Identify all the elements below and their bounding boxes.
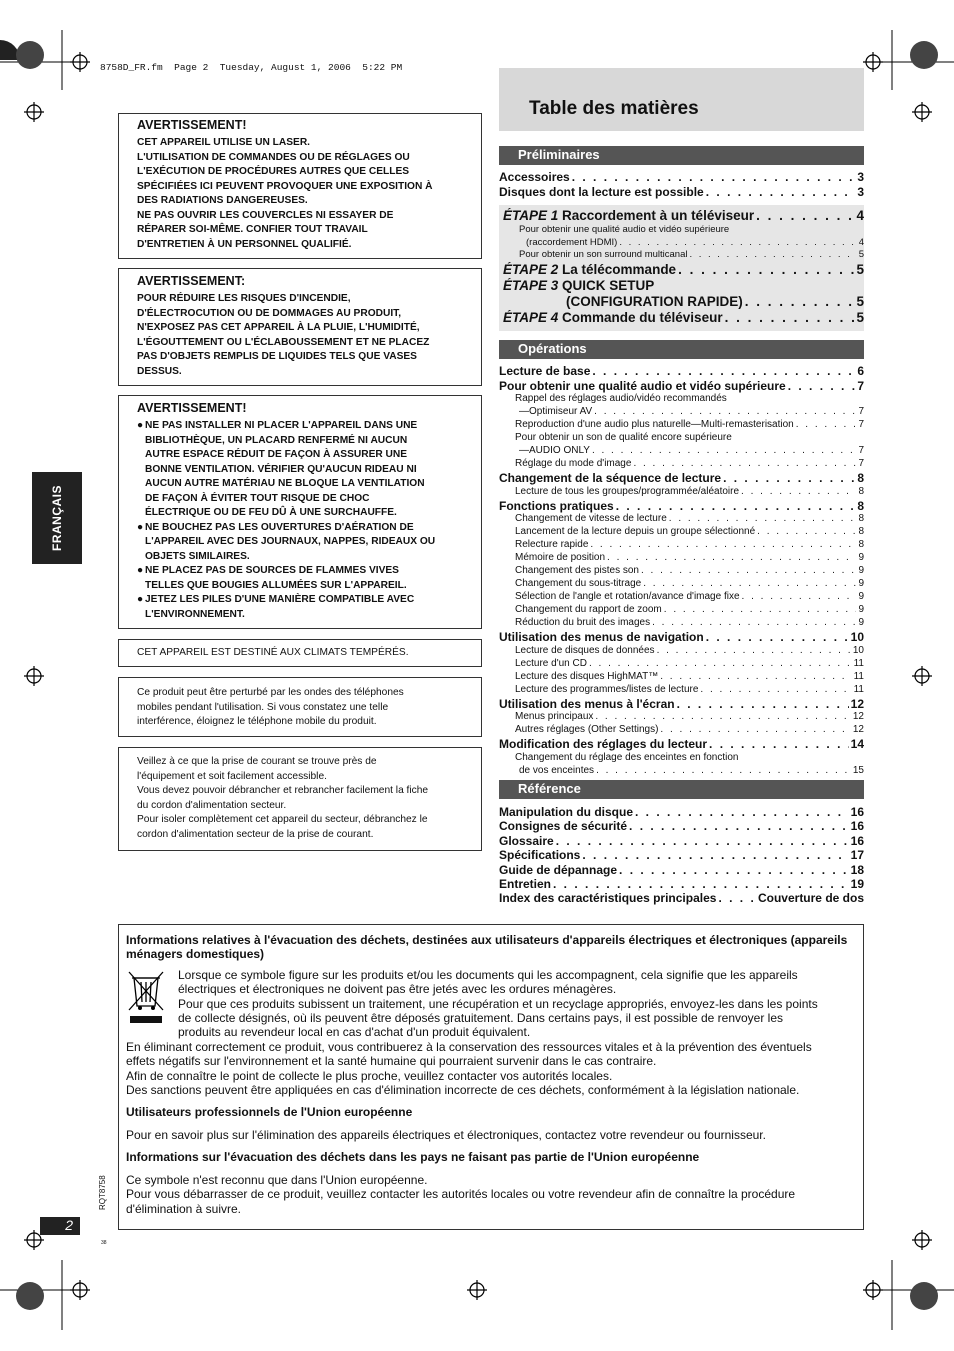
toc-entry[interactable]: Consignes de sécurité . . . 16 <box>499 819 864 833</box>
toc-entry[interactable]: Changement des pistes son . . . 9 <box>499 565 864 578</box>
toc-entry[interactable]: Reproduction d'une audio plus naturelle—Multi-remasterisation . . . 7 <box>499 419 864 432</box>
toc-entry[interactable]: Mémoire de position . . . 9 <box>499 552 864 565</box>
toc-etape-3-cont[interactable]: (CONFIGURATION RAPIDE) . . . 5 <box>499 294 864 310</box>
toc-entry[interactable]: de vos enceintes . . . 15 <box>499 765 864 778</box>
toc-entry[interactable]: Index des caractéristiques principales . . . Couverture de dos <box>499 891 864 905</box>
doc-code: RQT8758 <box>98 1175 107 1210</box>
toc-etape-2[interactable]: ÉTAPE 2 La télécommande . . . 5 <box>499 262 864 278</box>
toc-entry[interactable]: (raccordement HDMI) . . . 4 <box>499 237 864 250</box>
toc-entry[interactable]: Entretien . . . 19 <box>499 877 864 891</box>
toc-entry[interactable]: Lecture des disques HighMAT™ . . . 11 <box>499 671 864 684</box>
toc-entry[interactable]: —AUDIO ONLY . . . 7 <box>499 445 864 458</box>
warning-bullets: ● NE PAS INSTALLER NI PLACER L'APPAREIL DANS UNE BIBLIOTHÈQUE, UN PLACARD RENFERMÉ NI AUCUN AUTRE ESPACE RÉDUIT DE FAÇON À ASSURER UNE BONNE VENTILATION. VÉRIFIER QU'AUCUN RIDEAU NI AUCUN AUTRE MATÉRIAU NE BLOQUE LA VENTILATION DE FAÇON À ÉVITER TOUT RISQUE DE CHOC ÉLECTRIQUE OU DE FEU DÛ À UNE SURCHAUFFE. ● NE BOUCHEZ PAS LES OUVERTURES D'AÉRATION DE L'APPAREIL AVEC DES JOURNAUX, NAPPES, RIDEAUX OU OBJETS SIMILAIRES. ● NE PLACEZ PAS DE SOURCES DE FLAMMES VIVES TELLES QUE BOUGIES ALLUMÉES SUR L'APPAREIL. ● JETEZ LES PILES D'UNE MANIÈRE COMPATIBLE AVEC L'ENVIRONNEMENT. <box>137 420 436 620</box>
disposal-heading: Informations relatives à l'évacuation des déchets, destinées aux utilisateurs d'appareils électriques et électroniques (appareils ménagers domestiques) <box>126 933 848 962</box>
toc-entry[interactable]: Guide de dépannage . . . 18 <box>499 863 864 877</box>
outlet-note-box <box>118 747 482 851</box>
toc-entry[interactable]: Sélection de l'angle et rotation/avance d'image fixe . . . 9 <box>499 591 864 604</box>
toc-entry[interactable]: Lecture de disques de données . . . 10 <box>499 645 864 658</box>
fire-warning-box <box>118 268 482 386</box>
toc-entry[interactable]: Lecture de base . . . 6 <box>499 364 864 379</box>
toc-entry[interactable]: —Optimiseur AV . . . 7 <box>499 406 864 419</box>
toc-entry[interactable]: Changement de vitesse de lecture . . . 8 <box>499 513 864 526</box>
laser-warning-box <box>118 113 482 259</box>
toc-entry[interactable]: Pour obtenir un son surround multicanal . . . 5 <box>499 249 864 262</box>
toc-entry[interactable]: Réglage du mode d'image . . . 7 <box>499 458 864 471</box>
pro-users-text: Pour en savoir plus sur l'élimination des appareils électriques et électroniques, contactez votre revendeur ou fournisseur. <box>126 1127 766 1142</box>
toc-entry[interactable]: Changement du rapport de zoom . . . 9 <box>499 604 864 617</box>
pro-users-heading: Utilisateurs professionnels de l'Union européenne <box>126 1105 413 1120</box>
toc-entry: Rappel des réglages audio/vidéo recommandés <box>515 393 727 404</box>
toc-etape-1[interactable]: ÉTAPE 1 Raccordement à un téléviseur . . . 4 <box>499 208 864 224</box>
toc-entry[interactable]: Fonctions pratiques . . . 8 <box>499 499 864 514</box>
toc-entry[interactable]: Manipulation du disque . . . 16 <box>499 805 864 819</box>
language-tab <box>32 472 82 564</box>
outlet-note: Veillez à ce que la prise de courant se trouve près de l'équipement et soit facilement accessible. Vous devez pouvoir débrancher et rebrancher facilement la fiche du cordon d'alimentation secteur. Pour isoler complètement cet appareil du secteur, débranchez le cordon d'alimentation secteur de la prise de courant. <box>137 756 429 840</box>
toc-entry[interactable]: Modification des réglages du lecteur . . . 14 <box>499 737 864 752</box>
toc-preliminaires <box>499 170 864 199</box>
climate-note: CET APPAREIL EST DESTINÉ AUX CLIMATS TEMPÉRÉS. <box>137 647 409 658</box>
warning-text: POUR RÉDUIRE LES RISQUES D'INCENDIE, D'ÉLECTROCUTION OU DE DOMMAGES AU PRODUIT, N'EXPOSEZ PAS CET APPAREIL À LA PLUIE, L'HUMIDITÉ, L'ÉGOUTTEMENT OU L'ÉCLABOUSSEMENT ET NE PLACEZ PAS D'OBJETS REMPLIS DE LIQUIDES TELS QUE VASES DESSUS. <box>137 293 430 377</box>
toc-entry: Changement du réglage des enceintes en fonction <box>515 751 739 763</box>
file-header-line: 8758D_FR.fm Page 2 Tuesday, August 1, 2006 5:22 PM <box>100 62 403 73</box>
toc-entry[interactable]: Lecture d'un CD . . . 11 <box>499 658 864 671</box>
language-tab-label: FRANÇAIS <box>50 485 64 551</box>
non-eu-heading: Informations sur l'évacuation des déchets dans les pays ne faisant pas partie de l'Union européenne <box>126 1150 700 1165</box>
page-number-tab <box>40 1217 80 1235</box>
toc-entry[interactable]: Menus principaux . . . 12 <box>499 711 864 724</box>
disposal-icon-paragraph: Lorsque ce symbole figure sur les produits et/ou les documents qui les accompagnent, cela signifie que les appareils électriques et électroniques ne doivent pas être jetés avec les ordures ménagères. Pour que ces produits subissent un traitement, une récupération et un recyclage appropriés, envoyez-les dans les points de collecte désignés, où ils peuvent être déposés gratuitement. Dans certains pays, il est possible de renvoyer les produits au revendeur local en cas d'achat d'un produit équivalent. <box>178 967 818 1040</box>
toc-entry[interactable]: Lecture de tous les groupes/programmée/aléatoire . . . 8 <box>499 486 864 499</box>
page-number: 2 <box>65 1217 73 1233</box>
toc-entry[interactable]: Glossaire . . . 16 <box>499 834 864 848</box>
toc-entry[interactable]: Réduction du bruit des images . . . 9 <box>499 617 864 630</box>
warning-title: AVERTISSEMENT! <box>137 401 247 415</box>
phone-note: Ce produit peut être perturbé par les ondes des téléphones mobiles pendant l'utilisation. Si vous constatez une telle interférence, éloignez le téléphone mobile du produit. <box>137 687 404 727</box>
small-code: 38 <box>101 1240 107 1246</box>
warning-text: CET APPAREIL UTILISE UN LASER. L'UTILISATION DE COMMANDES OU DE RÉGLAGES OU L'EXÉCUTION DE PROCÉDURES AUTRES QUE CELLES SPÉCIFIÉES ICI PEUVENT PROVOQUER UNE EXPOSITION À DES RADIATIONS DANGEREUSES. NE PAS OUVRIR LES COUVERCLES NI ESSAYER DE RÉPARER SOI-MÊME. CONFIER TOUT TRAVAIL D'ENTRETIEN À UN PERSONNEL QUALIFIÉ. <box>137 137 433 250</box>
toc-entry[interactable]: Changement du sous-titrage . . . 9 <box>499 578 864 591</box>
toc-header <box>499 68 864 131</box>
toc-title: Table des matières <box>529 98 699 119</box>
toc-entry: Pour obtenir une qualité audio et vidéo supérieure <box>519 224 730 235</box>
section-bar-preliminaires: Préliminaires <box>499 146 864 165</box>
toc-entry[interactable]: Accessoires . . . 3 <box>499 170 864 185</box>
weee-bin-icon <box>126 968 178 1040</box>
toc-entry[interactable]: Disques dont la lecture est possible . . . 3 <box>499 185 864 200</box>
warning-title: AVERTISSEMENT: <box>137 274 246 288</box>
toc-entry[interactable]: Utilisation des menus à l'écran . . . 12 <box>499 697 864 712</box>
toc-entry[interactable]: Lecture des programmes/listes de lecture . . . 11 <box>499 684 864 697</box>
section-bar-reference: Référence <box>499 780 864 799</box>
non-eu-text: Ce symbole n'est reconnu que dans l'Union européenne. Pour vous débarrasser de ce produit, veuillez contacter les autorités locales ou votre revendeur afin de connaître la procédure d'élimination à suivre. <box>126 1172 796 1216</box>
warning-title: AVERTISSEMENT! <box>137 118 247 132</box>
toc-entry[interactable]: Relecture rapide . . . 8 <box>499 539 864 552</box>
toc-entry[interactable]: Changement de la séquence de lecture . . . 8 <box>499 471 864 486</box>
toc-etape-4[interactable]: ÉTAPE 4 Commande du téléviseur . . . 5 <box>499 310 864 326</box>
disposal-info-box <box>118 924 864 1230</box>
ventilation-warning-box <box>118 395 482 629</box>
toc-entry[interactable]: Autres réglages (Other Settings) . . . 12 <box>499 724 864 737</box>
toc-entry[interactable]: Lancement de la lecture depuis un groupe sélectionné . . . 8 <box>499 526 864 539</box>
toc-entry: Pour obtenir un son de qualité encore supérieure <box>515 432 732 443</box>
toc-entry[interactable]: Spécifications . . . 17 <box>499 848 864 862</box>
toc-entry[interactable]: Utilisation des menus de navigation . . . 10 <box>499 630 864 645</box>
section-bar-operations: Opérations <box>499 340 864 359</box>
toc-etape-3[interactable]: ÉTAPE 3 QUICK SETUP <box>503 278 655 293</box>
toc-reference <box>499 805 864 906</box>
toc-operations <box>499 364 864 778</box>
disposal-main-paragraph: En éliminant correctement ce produit, vous contribuerez à la conservation des ressources vitales et à la prévention des éventuels effets négatifs sur l'environnement et la santé humaine qui pourraient survenir dans le cas contraire. Afin de connaître le point de collecte le plus proche, veuillez contacter vos autorités locales. Des sanctions peuvent être appliquées en cas d'élimination incorrecte de ces déchets, conformément à la législation nationale. <box>126 1039 812 1098</box>
phone-note-box <box>118 677 482 737</box>
climate-note-box <box>118 639 482 667</box>
etapes-panel <box>499 205 864 331</box>
toc-entry[interactable]: Pour obtenir une qualité audio et vidéo supérieure . . . 7 <box>499 379 864 394</box>
